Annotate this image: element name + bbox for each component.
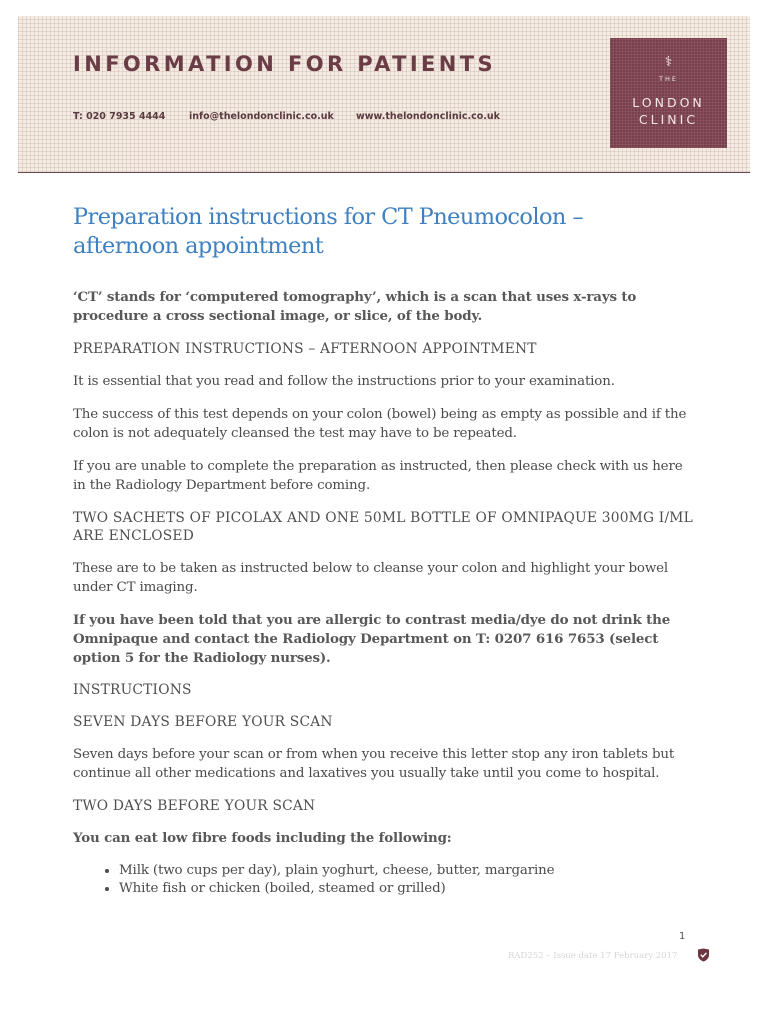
document-title: Preparation instructions for CT Pneumocolon – afternoon appointment bbox=[73, 204, 583, 259]
intro-paragraph: ‘CT’ stands for ‘computered tomography’, which is a scan that uses x-rays to procedure a cross sectional image, or slice, of the body. bbox=[73, 289, 637, 324]
paragraph-success: The success of this test depends on your colon (bowel) being as empty as possible and if the colon is not adequately cleansed the test may have to be repeated. bbox=[73, 407, 687, 441]
logo-line-the: THE bbox=[659, 75, 678, 83]
list-item: • Milk (two cups per day), plain yoghurt, cheese, butter, margarine bbox=[119, 862, 695, 880]
shield-icon bbox=[697, 948, 710, 962]
header-title: INFORMATION FOR PATIENTS bbox=[73, 52, 497, 76]
heading-instructions: INSTRUCTIONS bbox=[73, 682, 192, 698]
allergy-warning: If you have been told that you are allergic to contrast media/dye do not drink the Omnipaque and contact the Radiology Department on T: 0207 616 7653 (select option 5 for the Radiology nurses). bbox=[73, 612, 671, 666]
heading-preparation: PREPARATION INSTRUCTIONS – AFTERNOON APPOINTMENT bbox=[73, 341, 537, 357]
heading-two-days: TWO DAYS BEFORE YOUR SCAN bbox=[73, 798, 316, 814]
paragraph-seven-days: Seven days before your scan or from when you receive this letter stop any iron tablets but continue all other medications and laxatives you usually take until you come to hospital. bbox=[73, 747, 675, 781]
paragraph-essential: It is essential that you read and follow the instructions prior to your examination. bbox=[73, 374, 615, 389]
paragraph-unable: If you are unable to complete the preparation as instructed, then please check with us here in the Radiology Department before coming. bbox=[73, 459, 683, 493]
paragraph-low-fibre: You can eat low fibre foods including the following: bbox=[73, 830, 452, 846]
contact-phone: T: 020 7935 4444 bbox=[73, 111, 166, 122]
patient-info-header bbox=[18, 16, 750, 173]
document-body bbox=[73, 203, 695, 898]
caduceus-icon: ⚕ bbox=[664, 54, 673, 70]
logo-line-clinic: CLINIC bbox=[638, 112, 699, 127]
heading-seven-days: SEVEN DAYS BEFORE YOUR SCAN bbox=[73, 714, 333, 730]
food-list bbox=[73, 862, 695, 898]
list-item: • White fish or chicken (boiled, steamed or grilled) bbox=[119, 880, 695, 898]
issue-date: RAD252 – Issue date 17 February 2017 bbox=[508, 951, 678, 961]
page-number: 1 bbox=[679, 931, 686, 942]
london-clinic-logo bbox=[610, 38, 727, 148]
contact-email[interactable]: info@thelondonclinic.co.uk bbox=[189, 111, 334, 122]
contact-website[interactable]: www.thelondonclinic.co.uk bbox=[356, 111, 500, 122]
paragraph-cleanse: These are to be taken as instructed below to cleanse your colon and highlight your bowel under CT imaging. bbox=[73, 561, 669, 595]
heading-sachets: TWO SACHETS OF PICOLAX AND ONE 50ML BOTTLE OF OMNIPAQUE 300MG I/ML ARE ENCLOSED bbox=[73, 510, 693, 544]
logo-line-london: LONDON bbox=[632, 95, 705, 110]
